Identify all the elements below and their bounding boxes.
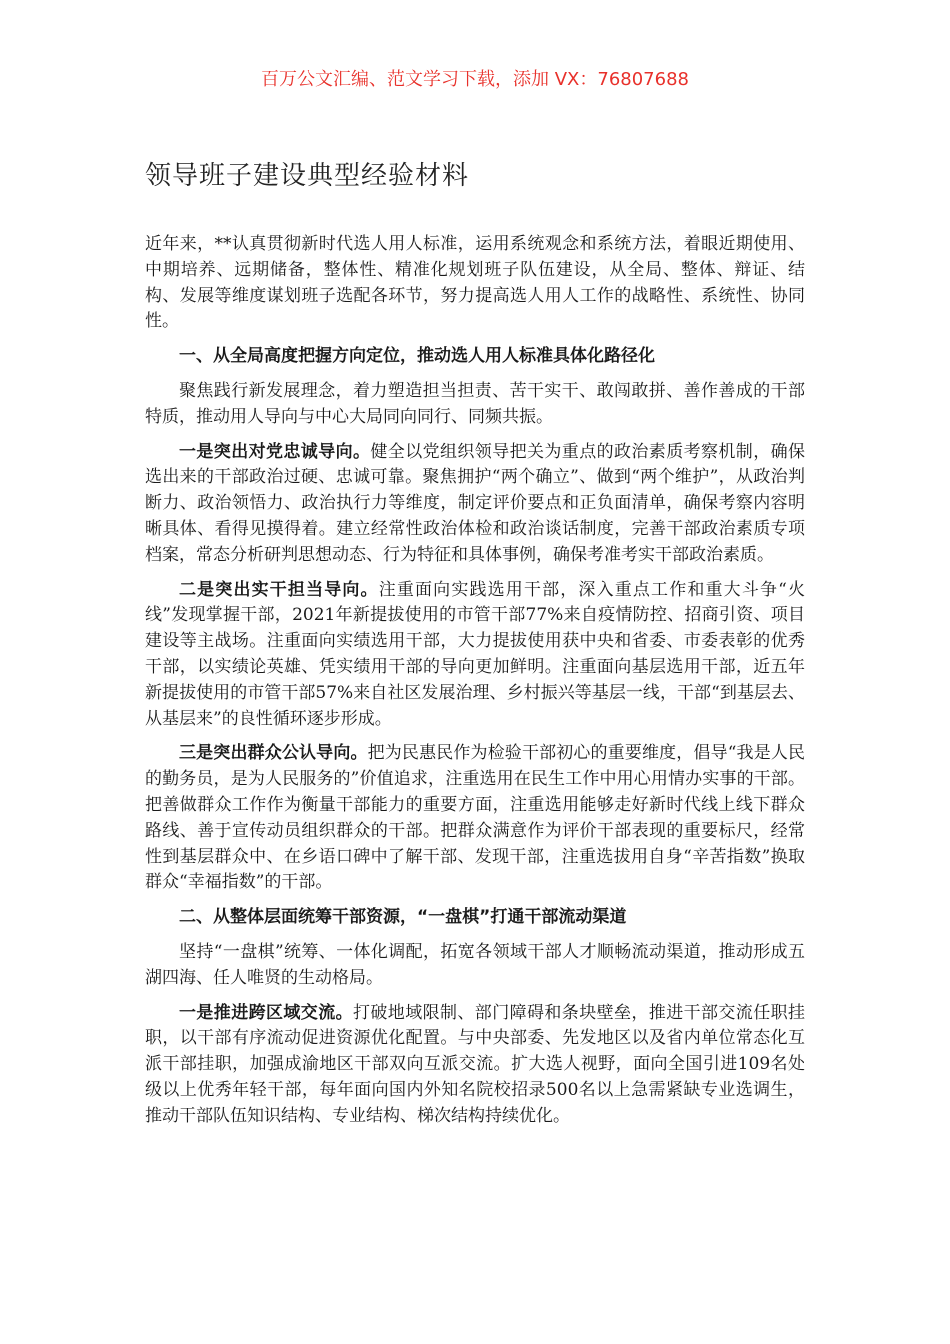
point-paragraph	[145, 741, 805, 896]
document-body	[145, 232, 805, 1139]
section-heading: 二、从整体层面统筹干部资源，“一盘棋”打通干部流动渠道	[179, 907, 627, 928]
point-lead: 一是推进跨区域交流。	[179, 1002, 353, 1023]
point-lead: 一是突出对党忠诚导向。	[179, 441, 371, 462]
document-title: 领导班子建设典型经验材料	[145, 161, 470, 191]
point-lead: 二是突出实干担当导向。	[179, 579, 379, 600]
intro-paragraph: 近年来，**认真贯彻新时代选人用人标准，运用系统观念和系统方法，着眼近期使用、中期培养、远期储备，整体性、精准化规划班子队伍建设，从全局、整体、辩证、结构、发展等维度谋划班子选配各环节，努力提高选人用人工作的战略性、系统性、协同性。	[145, 234, 805, 332]
section-heading: 一、从全局高度把握方向定位，推动选人用人标准具体化路径化	[179, 346, 655, 367]
point-text: 打破地域限制、部门障碍和条块壁垒，推进干部交流任职挂职，以干部有序流动促进资源优化配置。与中央部委、先发地区以及省内单位常态化互派干部挂职，加强成渝地区干部双向互派交流。扩大选人视野，面向全国引进109名处级以上优秀年轻干部，每年面向国内外知名院校招录500名以上急需紧缺专业选调生，推动干部队伍知识结构、专业结构、梯次结构持续优化。	[145, 1002, 805, 1126]
point-paragraph	[145, 1001, 805, 1130]
point-text: 把为民惠民作为检验干部初心的重要维度，倡导“我是人民的勤务员，是为人民服务的”价值追求，注重选用在民生工作中用心用情办实事的干部。把善做群众工作作为衡量干部能力的重要方面，注重选用能够走好新时代线上线下群众路线、善于宣传动员组织群众的干部。把群众满意作为评价干部表现的重要标尺，经常性到基层群众中、在乡语口碑中了解干部、发现干部，注重选拔用自身“辛苦指数”换取群众“幸福指数”的干部。	[145, 743, 805, 893]
point-lead: 三是突出群众公认导向。	[179, 743, 368, 764]
section-summary: 坚持“一盘棋”统筹、一体化调配，拓宽各领域干部人才顺畅流动渠道，推动形成五湖四海、任人唯贤的生动格局。	[145, 941, 805, 988]
point-text: 注重面向实践选用干部，深入重点工作和重大斗争“火线”发现掌握干部，2021年新提拔使用的市管干部77%来自疫情防控、招商引资、项目建设等主战场。注重面向实绩选用干部，大力提拔使用获中央和省委、市委表彰的优秀干部，以实绩论英雄、凭实绩用干部的导向更加鲜明。注重面向基层选用干部，近五年新提拔使用的市管干部57%来自社区发展治理、乡村振兴等基层一线，干部“到基层去、从基层来”的良性循环逐步形成。	[145, 579, 805, 729]
section-summary: 聚焦践行新发展理念，着力塑造担当担责、苦干实干、敢闯敢拼、善作善成的干部特质，推动用人导向与中心大局同向同行、同频共振。	[145, 380, 805, 427]
point-paragraph	[145, 440, 805, 569]
point-paragraph	[145, 578, 805, 733]
point-text: 健全以党组织领导把关为重点的政治素质考察机制，确保选出来的干部政治过硬、忠诚可靠。聚焦拥护“两个确立”、做到“两个维护”，从政治判断力、政治领悟力、政治执行力等维度，制定评价要点和正负面清单，确保考察内容明晰具体、看得见摸得着。建立经常性政治体检和政治谈话制度，完善干部政治素质专项档案，常态分析研判思想动态、行为特征和具体事例，确保考准考实干部政治素质。	[145, 441, 806, 565]
promo-banner: 百万公文汇编、范文学习下载，添加 VX：76807688	[261, 69, 689, 90]
